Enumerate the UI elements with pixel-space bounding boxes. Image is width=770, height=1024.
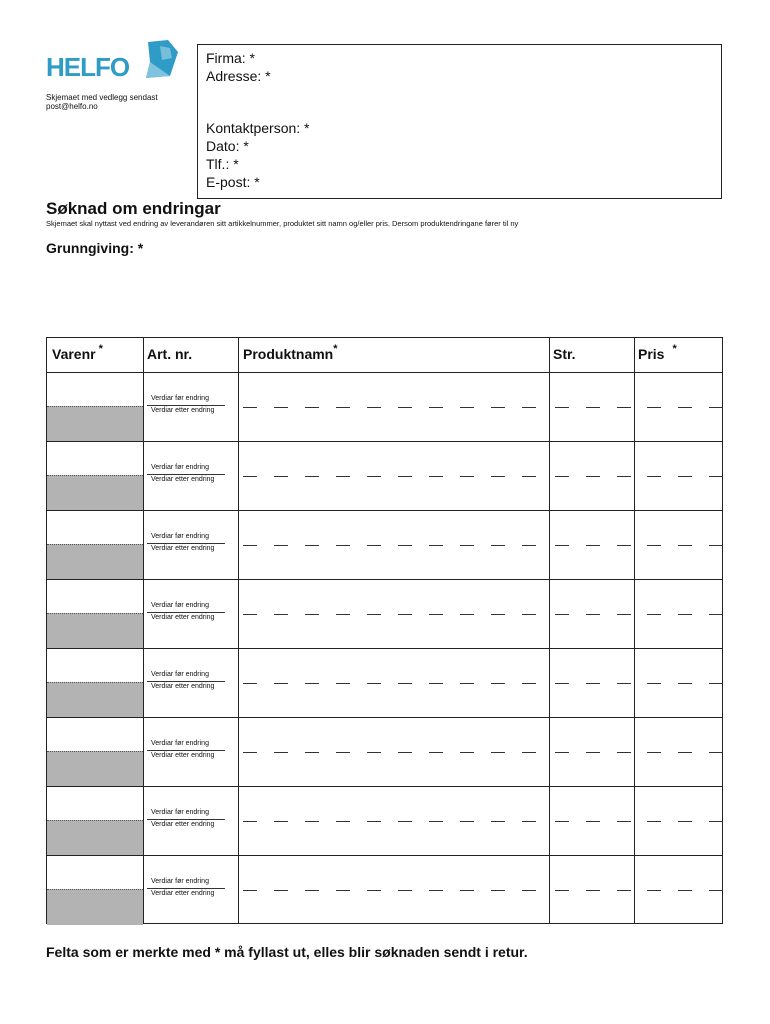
label-after-change: Verdiar etter endring xyxy=(151,407,215,414)
reason-label: Grunngiving: * xyxy=(46,240,144,256)
label-after-change: Verdiar etter endring xyxy=(151,545,215,552)
before-underline xyxy=(147,405,225,406)
logo-text: HELFO xyxy=(46,52,130,82)
produktnamn-input-line[interactable] xyxy=(243,683,537,684)
kontaktperson-field[interactable]: Kontaktperson: * xyxy=(206,120,310,136)
before-underline xyxy=(147,612,225,613)
header-produktnamn xyxy=(243,343,338,362)
varenr-after-cell[interactable] xyxy=(47,820,143,856)
dato-field[interactable]: Dato: * xyxy=(206,138,249,154)
header-varenr-label: Varenr xyxy=(52,346,96,362)
produktnamn-input-line[interactable] xyxy=(243,752,537,753)
required-star: * xyxy=(672,343,677,355)
tlf-field[interactable]: Tlf.: * xyxy=(206,156,239,172)
epost-field[interactable]: E-post: * xyxy=(206,174,260,190)
pris-input-line[interactable] xyxy=(647,614,723,615)
varenr-after-cell[interactable] xyxy=(47,544,143,580)
page-subtitle: Skjemaet skal nyttast ved endring av leverandøren sitt artikkelnummer, produktet sitt namn og/eller pris. Dersom produktendringane fører til ny xyxy=(46,219,519,228)
varenr-after-cell[interactable] xyxy=(47,889,143,925)
table-row xyxy=(47,648,722,717)
footer-note: Felta som er merkte med * må fyllast ut, elles blir søknaden sendt i retur. xyxy=(46,944,528,960)
before-underline xyxy=(147,474,225,475)
label-after-change: Verdiar etter endring xyxy=(151,476,215,483)
label-before-change: Verdiar før endring xyxy=(151,533,209,540)
table-row xyxy=(47,579,722,648)
before-underline xyxy=(147,750,225,751)
header-art-nr: Art. nr. xyxy=(147,346,193,362)
label-after-change: Verdiar etter endring xyxy=(151,752,215,759)
firma-field[interactable]: Firma: * xyxy=(206,50,255,66)
label-before-change: Verdiar før endring xyxy=(151,395,209,402)
str-input-line[interactable] xyxy=(555,614,631,615)
produktnamn-input-line[interactable] xyxy=(243,614,537,615)
label-before-change: Verdiar før endring xyxy=(151,464,209,471)
pris-input-line[interactable] xyxy=(647,476,723,477)
label-after-change: Verdiar etter endring xyxy=(151,614,215,621)
header-pris xyxy=(638,343,677,362)
varenr-after-cell[interactable] xyxy=(47,682,143,718)
table-row xyxy=(47,786,722,855)
varenr-after-cell[interactable] xyxy=(47,406,143,442)
str-input-line[interactable] xyxy=(555,407,631,408)
before-underline xyxy=(147,888,225,889)
company-info-box xyxy=(197,44,722,199)
produktnamn-input-line[interactable] xyxy=(243,476,537,477)
send-note xyxy=(46,93,158,111)
label-after-change: Verdiar etter endring xyxy=(151,821,215,828)
pris-input-line[interactable] xyxy=(647,752,723,753)
table-row xyxy=(47,855,722,924)
header-varenr xyxy=(52,343,103,362)
str-input-line[interactable] xyxy=(555,890,631,891)
table-row xyxy=(47,510,722,579)
page-title: Søknad om endringar xyxy=(46,199,221,218)
str-input-line[interactable] xyxy=(555,683,631,684)
pris-input-line[interactable] xyxy=(647,683,723,684)
before-underline xyxy=(147,681,225,682)
produktnamn-input-line[interactable] xyxy=(243,890,537,891)
label-before-change: Verdiar før endring xyxy=(151,809,209,816)
change-table xyxy=(46,337,723,924)
before-underline xyxy=(147,543,225,544)
table-row xyxy=(47,441,722,510)
send-email: post@helfo.no xyxy=(46,102,98,111)
varenr-after-cell[interactable] xyxy=(47,751,143,787)
label-before-change: Verdiar før endring xyxy=(151,602,209,609)
label-after-change: Verdiar etter endring xyxy=(151,890,215,897)
table-row xyxy=(47,717,722,786)
str-input-line[interactable] xyxy=(555,821,631,822)
label-before-change: Verdiar før endring xyxy=(151,878,209,885)
required-star: * xyxy=(98,343,103,355)
label-before-change: Verdiar før endring xyxy=(151,740,209,747)
label-before-change: Verdiar før endring xyxy=(151,671,209,678)
send-note-line: Skjemaet med vedlegg sendast xyxy=(46,93,158,102)
adresse-field[interactable]: Adresse: * xyxy=(206,68,271,84)
pris-input-line[interactable] xyxy=(647,545,723,546)
required-star: * xyxy=(333,343,338,355)
header-produktnamn-label: Produktnamn xyxy=(243,346,334,362)
str-input-line[interactable] xyxy=(555,476,631,477)
varenr-after-cell[interactable] xyxy=(47,613,143,649)
str-input-line[interactable] xyxy=(555,545,631,546)
produktnamn-input-line[interactable] xyxy=(243,545,537,546)
pris-input-line[interactable] xyxy=(647,407,723,408)
header-str: Str. xyxy=(553,346,576,362)
table-row xyxy=(47,372,722,441)
pris-input-line[interactable] xyxy=(647,890,723,891)
header-pris-label: Pris xyxy=(638,346,665,362)
before-underline xyxy=(147,819,225,820)
produktnamn-input-line[interactable] xyxy=(243,821,537,822)
str-input-line[interactable] xyxy=(555,752,631,753)
label-after-change: Verdiar etter endring xyxy=(151,683,215,690)
pris-input-line[interactable] xyxy=(647,821,723,822)
produktnamn-input-line[interactable] xyxy=(243,407,537,408)
varenr-after-cell[interactable] xyxy=(47,475,143,511)
